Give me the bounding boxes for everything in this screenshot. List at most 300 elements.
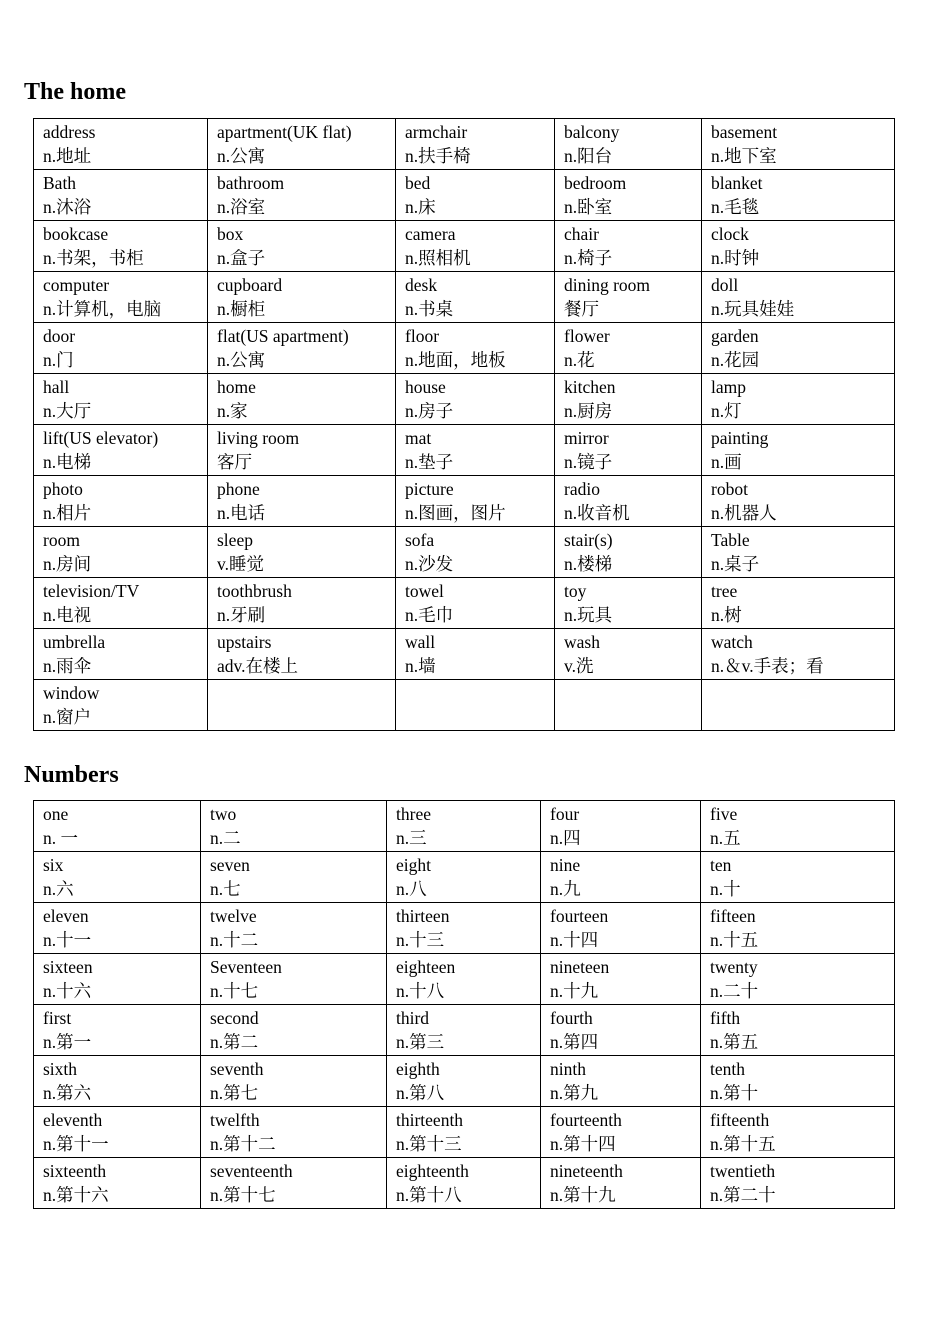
vocab-meaning: n.图画，图片 (405, 503, 506, 523)
vocab-cell (701, 852, 895, 903)
vocab-cell (387, 1005, 541, 1056)
vocab-word: clock (711, 224, 749, 244)
vocab-cell (34, 425, 208, 476)
vocab-meaning: n.浴室 (217, 197, 266, 217)
vocab-meaning: n.第十二 (210, 1134, 276, 1154)
vocab-meaning: n.地址 (43, 146, 92, 166)
vocab-cell (555, 119, 702, 170)
vocab-cell (208, 374, 396, 425)
vocab-cell (208, 272, 396, 323)
vocab-meaning: n.第五 (710, 1032, 759, 1052)
vocab-meaning: n.十九 (550, 981, 599, 1001)
vocab-cell (208, 119, 396, 170)
vocab-cell (34, 221, 208, 272)
vocab-cell (555, 680, 702, 731)
vocab-cell (701, 801, 895, 852)
vocab-cell (201, 903, 387, 954)
vocab-meaning: n.阳台 (564, 146, 613, 166)
vocab-word: nine (550, 855, 581, 875)
vocab-word: desk (405, 275, 438, 295)
vocab-meaning: n.毛巾 (405, 605, 454, 625)
vocab-word: Seventeen (210, 957, 282, 977)
vocab-cell (396, 170, 555, 221)
vocab-meaning: n.第十 (710, 1083, 759, 1103)
vocab-cell (34, 578, 208, 629)
vocab-word: fifth (710, 1008, 741, 1028)
vocab-meaning: n.灯 (711, 401, 742, 421)
vocab-cell (208, 476, 396, 527)
vocab-cell (555, 578, 702, 629)
vocab-meaning: n.第十九 (550, 1185, 616, 1205)
vocab-cell (34, 852, 201, 903)
vocab-word: nineteen (550, 957, 610, 977)
vocab-cell (396, 476, 555, 527)
vocab-cell (541, 903, 701, 954)
vocab-word: armchair (405, 122, 468, 142)
vocab-cell (34, 629, 208, 680)
table-row (34, 476, 895, 527)
vocab-cell (702, 323, 895, 374)
vocab-word: balcony (564, 122, 620, 142)
table-row (34, 1005, 895, 1056)
vocab-cell (387, 1158, 541, 1209)
vocab-word: mirror (564, 428, 609, 448)
vocab-word: robot (711, 479, 748, 499)
vocab-cell (541, 852, 701, 903)
vocab-cell (701, 1107, 895, 1158)
vocab-word: room (43, 530, 80, 550)
vocab-word: photo (43, 479, 83, 499)
vocab-cell (34, 170, 208, 221)
vocab-word: radio (564, 479, 600, 499)
vocab-meaning: n.书架，书柜 (43, 248, 144, 268)
vocab-word: sleep (217, 530, 253, 550)
vocab-cell (555, 374, 702, 425)
vocab-cell (387, 954, 541, 1005)
vocab-word: sixteenth (43, 1161, 107, 1181)
table-row (34, 852, 895, 903)
vocab-cell (208, 425, 396, 476)
vocab-word: bathroom (217, 173, 285, 193)
vocab-meaning: n.电梯 (43, 452, 92, 472)
vocab-cell (34, 680, 208, 731)
vocab-meaning: n.六 (43, 879, 74, 899)
vocab-word: eleven (43, 906, 89, 926)
vocab-word: lift(US elevator) (43, 428, 159, 448)
vocab-cell (555, 323, 702, 374)
vocab-cell (34, 374, 208, 425)
vocab-meaning: n.地面，地板 (405, 350, 506, 370)
vocab-meaning: n.三 (396, 828, 427, 848)
vocab-cell (555, 272, 702, 323)
vocab-meaning: n.第十三 (396, 1134, 462, 1154)
vocab-cell (34, 903, 201, 954)
vocab-word: ninth (550, 1059, 586, 1079)
vocab-cell (387, 1056, 541, 1107)
vocab-meaning: n.房间 (43, 554, 92, 574)
vocab-meaning: n.沐浴 (43, 197, 92, 217)
vocab-meaning: n.十六 (43, 981, 92, 1001)
vocab-word: painting (711, 428, 769, 448)
vocab-word: phone (217, 479, 260, 499)
vocab-word: chair (564, 224, 599, 244)
section-title-the-home: The home (24, 79, 126, 105)
vocab-meaning: n.四 (550, 828, 581, 848)
vocab-word: tree (711, 581, 738, 601)
vocab-cell (702, 170, 895, 221)
vocab-meaning: n.椅子 (564, 248, 613, 268)
vocab-cell (396, 425, 555, 476)
vocab-meaning: n.牙刷 (217, 605, 266, 625)
vocab-word: watch (711, 632, 753, 652)
vocab-meaning: n.十五 (710, 930, 759, 950)
vocab-word: door (43, 326, 76, 346)
vocab-word: wash (564, 632, 600, 652)
vocab-meaning: n.橱柜 (217, 299, 266, 319)
vocab-meaning: n.第十八 (396, 1185, 462, 1205)
vocab-meaning: n.十一 (43, 930, 92, 950)
vocab-meaning: n.九 (550, 879, 581, 899)
vocab-meaning: n.第二 (210, 1032, 259, 1052)
vocab-word: floor (405, 326, 440, 346)
vocab-meaning: n.收音机 (564, 503, 630, 523)
vocab-cell (701, 903, 895, 954)
vocab-cell (34, 1005, 201, 1056)
vocab-word: upstairs (217, 632, 272, 652)
vocab-word: computer (43, 275, 110, 295)
vocab-meaning: n.第十一 (43, 1134, 109, 1154)
vocab-cell (208, 680, 396, 731)
section-title-numbers: Numbers (24, 762, 119, 788)
vocab-meaning: n.十四 (550, 930, 599, 950)
vocab-cell (208, 629, 396, 680)
vocab-meaning: n.公寓 (217, 146, 266, 166)
vocab-meaning: adv.在楼上 (217, 656, 299, 676)
vocab-meaning: n.第一 (43, 1032, 92, 1052)
vocab-word: fourteen (550, 906, 609, 926)
vocab-meaning: n.第四 (550, 1032, 599, 1052)
vocab-meaning: n.电话 (217, 503, 266, 523)
vocab-meaning: n.第十七 (210, 1185, 276, 1205)
vocab-meaning: n.计算机，电脑 (43, 299, 162, 319)
vocab-word: twenty (710, 957, 758, 977)
vocab-cell (701, 1056, 895, 1107)
vocab-word: home (217, 377, 256, 397)
vocab-word: five (710, 804, 738, 824)
vocab-word: ten (710, 855, 732, 875)
vocab-meaning: n.十 (710, 879, 741, 899)
vocab-word: fourth (550, 1008, 593, 1028)
vocab-cell (555, 476, 702, 527)
vocab-cell (396, 629, 555, 680)
vocab-meaning: n.树 (711, 605, 742, 625)
vocab-meaning: n.五 (710, 828, 741, 848)
vocab-cell (387, 1107, 541, 1158)
vocab-word: sixteen (43, 957, 93, 977)
vocab-meaning: n.画 (711, 452, 742, 472)
vocab-meaning: n.大厅 (43, 401, 92, 421)
vocab-meaning: n.毛毯 (711, 197, 760, 217)
vocab-meaning: n.相片 (43, 503, 92, 523)
vocab-word: window (43, 683, 100, 703)
vocab-cell (702, 374, 895, 425)
vocab-cell (396, 527, 555, 578)
vocab-cell (701, 954, 895, 1005)
vocab-meaning: n.第十四 (550, 1134, 616, 1154)
vocab-word: living room (217, 428, 300, 448)
vocab-word: twentieth (710, 1161, 776, 1181)
vocab-meaning: n.房子 (405, 401, 454, 421)
vocab-cell (208, 170, 396, 221)
vocab-word: camera (405, 224, 456, 244)
vocab-meaning: n.二 (210, 828, 241, 848)
vocab-word: first (43, 1008, 72, 1028)
vocab-word: bookcase (43, 224, 109, 244)
vocab-word: fourteenth (550, 1110, 622, 1130)
vocab-meaning: n.第三 (396, 1032, 445, 1052)
vocab-word: seventh (210, 1059, 264, 1079)
table-row (34, 119, 895, 170)
vocab-meaning: n.机器人 (711, 503, 777, 523)
vocab-cell (701, 1005, 895, 1056)
vocab-word: stair(s) (564, 530, 613, 550)
vocab-word: garden (711, 326, 759, 346)
vocab-cell (541, 1107, 701, 1158)
table-row (34, 425, 895, 476)
vocab-word: apartment(UK flat) (217, 122, 352, 142)
vocab-word: twelfth (210, 1110, 260, 1130)
vocab-cell (201, 1158, 387, 1209)
table-row (34, 221, 895, 272)
vocab-meaning: n.家 (217, 401, 248, 421)
vocab-word: eighteenth (396, 1161, 469, 1181)
vocab-cell (396, 119, 555, 170)
vocab-word: kitchen (564, 377, 616, 397)
vocab-meaning: n.第六 (43, 1083, 92, 1103)
vocab-word: sofa (405, 530, 435, 550)
table-row (34, 374, 895, 425)
vocab-cell (396, 272, 555, 323)
vocab-meaning: 客厅 (217, 452, 252, 472)
vocab-meaning: n. 一 (43, 828, 78, 848)
table-row (34, 527, 895, 578)
vocab-cell (702, 527, 895, 578)
numbers-vocabulary-table (33, 800, 895, 1209)
vocab-cell (541, 954, 701, 1005)
table-row (34, 629, 895, 680)
vocab-word: dining room (564, 275, 651, 295)
vocab-cell (34, 323, 208, 374)
vocab-cell (541, 1158, 701, 1209)
vocab-word: six (43, 855, 64, 875)
vocab-word: towel (405, 581, 444, 601)
vocab-cell (34, 119, 208, 170)
vocab-meaning: n.第七 (210, 1083, 259, 1103)
vocab-meaning: n.门 (43, 350, 74, 370)
vocab-cell (34, 801, 201, 852)
vocab-word: second (210, 1008, 259, 1028)
vocab-meaning: n.二十 (710, 981, 759, 1001)
table-row (34, 323, 895, 374)
vocab-word: blanket (711, 173, 763, 193)
vocab-meaning: n.楼梯 (564, 554, 613, 574)
vocab-word: eight (396, 855, 431, 875)
vocab-meaning: v.睡觉 (217, 554, 264, 574)
vocab-cell (34, 1056, 201, 1107)
vocab-cell (396, 578, 555, 629)
vocab-cell (702, 425, 895, 476)
vocab-word: box (217, 224, 244, 244)
vocab-cell (702, 680, 895, 731)
vocab-cell (201, 1107, 387, 1158)
vocab-meaning: n.玩具娃娃 (711, 299, 795, 319)
vocab-meaning: n.书桌 (405, 299, 454, 319)
vocab-word: mat (405, 428, 432, 448)
vocab-meaning: n.镜子 (564, 452, 613, 472)
vocab-word: flower (564, 326, 610, 346)
vocab-cell (208, 527, 396, 578)
vocab-cell (208, 221, 396, 272)
vocab-word: flat(US apartment) (217, 326, 349, 346)
vocab-word: eleventh (43, 1110, 103, 1130)
vocab-meaning: n.玩具 (564, 605, 613, 625)
vocab-cell (387, 801, 541, 852)
vocab-meaning: n.厨房 (564, 401, 613, 421)
vocab-meaning: n.卧室 (564, 197, 613, 217)
vocab-meaning: n.雨伞 (43, 656, 92, 676)
vocab-word: twelve (210, 906, 257, 926)
vocab-cell (34, 272, 208, 323)
table-row (34, 1158, 895, 1209)
vocab-meaning: n.＆v.手表；看 (711, 656, 824, 676)
vocab-cell (702, 629, 895, 680)
vocab-meaning: n.沙发 (405, 554, 454, 574)
vocab-word: thirteenth (396, 1110, 464, 1130)
vocab-cell (34, 1107, 201, 1158)
vocab-word: umbrella (43, 632, 106, 652)
vocab-cell (34, 527, 208, 578)
vocab-cell (555, 629, 702, 680)
vocab-word: doll (711, 275, 739, 295)
vocab-word: toy (564, 581, 587, 601)
vocab-cell (702, 119, 895, 170)
vocab-word: seven (210, 855, 250, 875)
vocab-word: television/TV (43, 581, 140, 601)
vocab-word: tenth (710, 1059, 745, 1079)
vocab-word: address (43, 122, 96, 142)
vocab-word: Bath (43, 173, 77, 193)
vocab-meaning: n.花园 (711, 350, 760, 370)
vocab-meaning: n.七 (210, 879, 241, 899)
vocab-meaning: n.十八 (396, 981, 445, 1001)
vocab-word: nineteenth (550, 1161, 623, 1181)
vocab-meaning: n.垫子 (405, 452, 454, 472)
vocab-cell (555, 527, 702, 578)
vocab-cell (541, 1005, 701, 1056)
table-row (34, 1107, 895, 1158)
vocab-word: four (550, 804, 580, 824)
vocab-cell (396, 221, 555, 272)
vocab-meaning: n.地下室 (711, 146, 777, 166)
vocab-meaning: n.公寓 (217, 350, 266, 370)
vocab-cell (555, 425, 702, 476)
vocab-cell (396, 374, 555, 425)
vocab-meaning: n.墙 (405, 656, 436, 676)
vocab-cell (208, 323, 396, 374)
vocab-meaning: n.照相机 (405, 248, 471, 268)
vocab-word: one (43, 804, 69, 824)
table-row (34, 680, 895, 731)
vocab-meaning: v.洗 (564, 656, 594, 676)
table-row (34, 801, 895, 852)
vocab-cell (201, 954, 387, 1005)
vocab-cell (702, 476, 895, 527)
vocab-word: eighteen (396, 957, 456, 977)
vocab-word: toothbrush (217, 581, 292, 601)
vocab-cell (555, 170, 702, 221)
vocab-cell (555, 221, 702, 272)
vocab-word: seventeenth (210, 1161, 293, 1181)
vocab-cell (702, 221, 895, 272)
vocab-cell (208, 578, 396, 629)
vocab-cell (541, 1056, 701, 1107)
vocab-meaning: n.第九 (550, 1083, 599, 1103)
vocab-word: third (396, 1008, 430, 1028)
vocab-cell (541, 801, 701, 852)
vocab-cell (396, 680, 555, 731)
vocab-cell (201, 852, 387, 903)
vocab-cell (34, 476, 208, 527)
vocab-cell (387, 903, 541, 954)
vocab-meaning: n.电视 (43, 605, 92, 625)
vocab-meaning: n.第十五 (710, 1134, 776, 1154)
vocab-meaning: n.第十六 (43, 1185, 109, 1205)
vocab-word: lamp (711, 377, 746, 397)
vocab-meaning: n.窗户 (43, 707, 92, 727)
vocab-word: hall (43, 377, 70, 397)
vocab-cell (396, 323, 555, 374)
vocab-cell (34, 1158, 201, 1209)
vocab-meaning: n.床 (405, 197, 436, 217)
table-row (34, 272, 895, 323)
table-row (34, 903, 895, 954)
vocab-meaning: 餐厅 (564, 299, 599, 319)
vocab-cell (387, 852, 541, 903)
vocab-word: two (210, 804, 237, 824)
table-row (34, 1056, 895, 1107)
vocab-meaning: n.十二 (210, 930, 259, 950)
vocab-word: wall (405, 632, 436, 652)
vocab-meaning: n.桌子 (711, 554, 760, 574)
vocab-word: basement (711, 122, 778, 142)
vocab-meaning: n.第二十 (710, 1185, 776, 1205)
vocab-cell (201, 1056, 387, 1107)
vocab-word: sixth (43, 1059, 78, 1079)
vocab-meaning: n.十七 (210, 981, 259, 1001)
vocab-word: bed (405, 173, 431, 193)
vocab-meaning: n.第八 (396, 1083, 445, 1103)
vocab-cell (201, 801, 387, 852)
vocab-meaning: n.时钟 (711, 248, 760, 268)
vocab-cell (701, 1158, 895, 1209)
vocab-cell (34, 954, 201, 1005)
home-vocabulary-table (33, 118, 895, 731)
vocab-word: Table (711, 530, 750, 550)
vocab-meaning: n.花 (564, 350, 595, 370)
vocab-cell (702, 578, 895, 629)
vocab-word: fifteen (710, 906, 756, 926)
vocab-meaning: n.八 (396, 879, 427, 899)
